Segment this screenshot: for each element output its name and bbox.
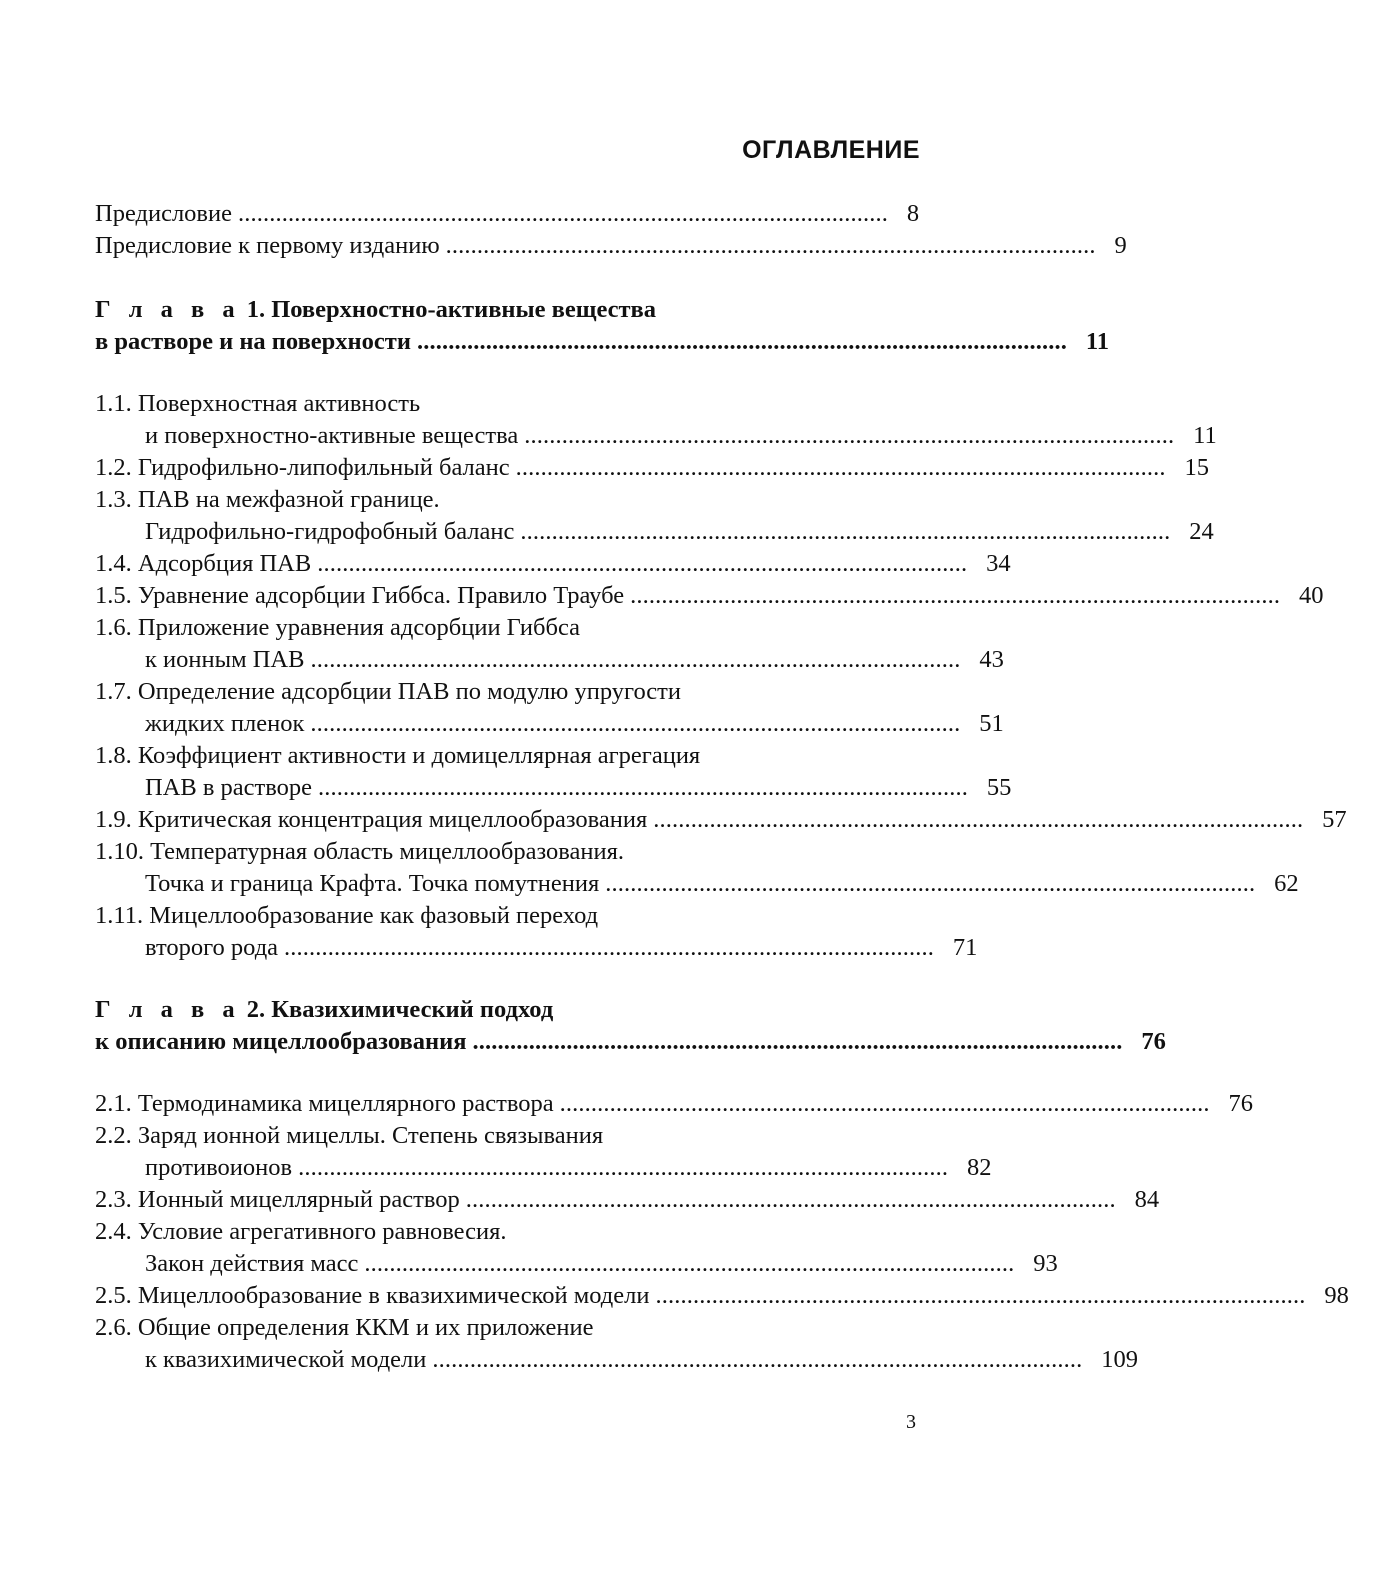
- section-title-cont: Точка и граница Крафта. Точка помутнения: [145, 870, 600, 897]
- section-entry: [95, 1088, 1254, 1120]
- page-ref: 8: [906, 200, 920, 227]
- page-title: ОГЛАВЛЕНИЕ: [742, 136, 920, 164]
- front-matter-list: [95, 198, 1127, 262]
- section-number: 1.7.: [95, 678, 132, 705]
- section-title-cont: жидких пленок: [145, 710, 305, 737]
- section-entry: [95, 484, 1214, 548]
- section-title: Приложение уравнения адсорбции Гиббса: [137, 614, 580, 641]
- dot-leader: [364, 1248, 1011, 1280]
- section-title: Критическая концентрация мицеллообразования: [137, 806, 648, 833]
- section-title: Коэффициент активности и домицеллярная агрегация: [137, 742, 701, 769]
- section-entry: [95, 1280, 1349, 1312]
- section-title: Уравнение адсорбции Гиббса. Правило Траубе: [137, 582, 625, 609]
- section-row: [95, 868, 1299, 900]
- section-title-cont: Гидрофильно-гидрофобный баланс: [145, 518, 515, 545]
- section-number: 1.11.: [95, 902, 144, 929]
- section-entry: [95, 1312, 1138, 1376]
- section-line1: [95, 1120, 895, 1152]
- section-row: [95, 708, 1004, 740]
- section-number: 2.5.: [95, 1282, 132, 1309]
- section-number: 1.9.: [95, 806, 132, 833]
- section-line1: [95, 612, 895, 644]
- section-entry: [95, 452, 1209, 484]
- entry-title: Предисловие к первому изданию: [95, 232, 440, 259]
- dot-leader: [317, 548, 964, 580]
- section-number: 1.3.: [95, 486, 132, 513]
- page-ref: 55: [986, 774, 1012, 801]
- section-entry: [95, 1216, 1058, 1280]
- section-title-cont: к квазихимической модели: [145, 1346, 427, 1373]
- section-line1: [95, 900, 895, 932]
- dot-leader: [238, 198, 885, 230]
- section-title-wrap: [95, 804, 653, 836]
- chapter-label: Г л а в а: [95, 296, 241, 323]
- section-number: 1.6.: [95, 614, 132, 641]
- section-entry: [95, 836, 1299, 900]
- section-row: [95, 548, 1011, 580]
- section-title-cont: противоионов: [145, 1154, 293, 1181]
- toc-entry: [95, 230, 1127, 262]
- dot-leader: [417, 326, 1064, 358]
- section-row: [95, 932, 978, 964]
- section-number: 1.5.: [95, 582, 132, 609]
- section-line1: [95, 484, 895, 516]
- page-ref: 34: [986, 550, 1011, 577]
- chapter-title-line2: к описанию мицеллообразования: [95, 1028, 467, 1055]
- chapter-heading-row: [95, 326, 1109, 358]
- dot-leader: [466, 1184, 1113, 1216]
- section-entry: [95, 676, 1004, 740]
- section-title: Заряд ионной мицеллы. Степень связывания: [137, 1122, 604, 1149]
- section-number: 2.1.: [95, 1090, 132, 1117]
- dot-leader: [298, 1152, 945, 1184]
- section-title-cont: второго рода: [145, 934, 279, 961]
- section-row: [95, 420, 1217, 452]
- section-row: [95, 1280, 1349, 1312]
- section-row: [95, 1344, 1138, 1376]
- chapter-title-line1: Поверхностно-активные вещества: [271, 296, 657, 323]
- section-entry: [95, 1120, 992, 1184]
- section-number: 2.6.: [95, 1314, 132, 1341]
- chapter-heading: [95, 994, 895, 1026]
- dot-leader: [655, 1280, 1302, 1312]
- page-ref: 9: [1114, 232, 1127, 259]
- page-ref: 43: [979, 646, 1004, 673]
- dot-leader: [630, 580, 1277, 612]
- section-entry: [95, 612, 1004, 676]
- section-title: Условие агрегативного равновесия.: [137, 1218, 507, 1245]
- dot-leader: [284, 932, 931, 964]
- page-ref: 24: [1189, 518, 1214, 545]
- section-entry: [95, 804, 1347, 836]
- section-title-cont: и поверхностно-активные вещества: [145, 422, 519, 449]
- toc-entry: [95, 198, 920, 230]
- page-ref: 76: [1141, 1028, 1166, 1055]
- page-ref: 98: [1324, 1282, 1349, 1309]
- page-ref: 11: [1193, 422, 1217, 449]
- page-ref: 71: [952, 934, 978, 961]
- page-ref: 76: [1228, 1090, 1254, 1117]
- section-title: Поверхностная активность: [137, 390, 421, 417]
- section-entry: [95, 548, 1011, 580]
- page-ref: 62: [1274, 870, 1299, 897]
- dot-leader: [516, 452, 1163, 484]
- page-ref: 57: [1322, 806, 1347, 833]
- section-number: 1.2.: [95, 454, 132, 481]
- section-row: [95, 804, 1347, 836]
- chapter-heading-row: [95, 1026, 1166, 1058]
- section-title-cont: ПАВ в растворе: [145, 774, 313, 801]
- section-line1: [95, 676, 895, 708]
- section-number: 2.2.: [95, 1122, 132, 1149]
- section-title: Температурная область мицеллообразования.: [150, 838, 625, 865]
- section-line1: [95, 836, 895, 868]
- section-line1: [95, 740, 895, 772]
- section-row: [95, 1184, 1160, 1216]
- section-entry: [95, 900, 978, 964]
- section-title-wrap: [95, 548, 317, 580]
- entry-title: Предисловие: [95, 200, 232, 227]
- section-title-wrap: [95, 1184, 466, 1216]
- section-title: ПАВ на межфазной границе.: [137, 486, 440, 513]
- chapter-block: [95, 994, 1349, 1376]
- section-title: Гидрофильно-липофильный баланс: [137, 454, 510, 481]
- section-title-wrap: [95, 1088, 560, 1120]
- section-title: Мицеллообразование как фазовый переход: [149, 902, 599, 929]
- section-entry: [95, 740, 1012, 804]
- section-title: Мицеллообразование в квазихимической модели: [137, 1282, 650, 1309]
- section-line1: [95, 1312, 895, 1344]
- section-row: [95, 644, 1004, 676]
- section-number: 2.3.: [95, 1186, 132, 1213]
- section-number: 1.1.: [95, 390, 132, 417]
- page-ref: 40: [1299, 582, 1324, 609]
- section-entry: [95, 580, 1324, 612]
- section-row: [95, 1088, 1254, 1120]
- page-number: 3: [906, 1411, 916, 1433]
- dot-leader: [605, 868, 1252, 900]
- section-title-wrap: [95, 1280, 655, 1312]
- section-entry: [95, 1184, 1160, 1216]
- section-title-wrap: [95, 580, 630, 612]
- page-ref: 109: [1101, 1346, 1138, 1373]
- section-title: Адсорбция ПАВ: [137, 550, 312, 577]
- dot-leader: [432, 1344, 1079, 1376]
- section-line1: [95, 1216, 895, 1248]
- section-line1: [95, 388, 895, 420]
- chapter-block: [95, 294, 1347, 994]
- section-row: [95, 1152, 992, 1184]
- dot-leader: [560, 1088, 1207, 1120]
- chapters-list: [95, 294, 1349, 1376]
- section-number: 2.4.: [95, 1218, 132, 1245]
- section-title-cont: Закон действия масс: [145, 1250, 359, 1277]
- section-title: Ионный мицеллярный раствор: [137, 1186, 460, 1213]
- section-number: 1.10.: [95, 838, 144, 865]
- page-ref: 15: [1184, 454, 1209, 481]
- section-title: Термодинамика мицеллярного раствора: [137, 1090, 554, 1117]
- page-ref: 82: [966, 1154, 992, 1181]
- chapter-title-line2: в растворе и на поверхности: [95, 328, 411, 355]
- dot-leader: [310, 708, 957, 740]
- page-ref: 11: [1085, 328, 1109, 355]
- section-number: 1.4.: [95, 550, 132, 577]
- dot-leader: [310, 644, 957, 676]
- page-ref: 51: [979, 710, 1004, 737]
- section-title: Определение адсорбции ПАВ по модулю упругости: [137, 678, 681, 705]
- page-ref: 93: [1033, 1250, 1058, 1277]
- chapter-title-line1: Квазихимический подход: [271, 996, 554, 1023]
- dot-leader: [524, 420, 1171, 452]
- section-title-wrap: [95, 452, 516, 484]
- section-entry: [95, 388, 1217, 452]
- chapter-heading: [95, 294, 895, 326]
- section-row: [95, 1248, 1058, 1280]
- section-row: [95, 580, 1324, 612]
- page-ref: 84: [1134, 1186, 1160, 1213]
- section-number: 1.8.: [95, 742, 132, 769]
- section-title: Общие определения ККМ и их приложение: [137, 1314, 594, 1341]
- chapter-number: 1.: [246, 296, 266, 323]
- dot-leader: [318, 772, 965, 804]
- chapter-number: 2.: [246, 996, 266, 1023]
- dot-leader: [472, 1026, 1119, 1058]
- table-of-contents: [95, 198, 1349, 1376]
- chapter-label: Г л а в а: [95, 996, 241, 1023]
- dot-leader: [446, 230, 1093, 262]
- section-row: [95, 516, 1214, 548]
- dot-leader: [520, 516, 1167, 548]
- section-row: [95, 452, 1209, 484]
- dot-leader: [653, 804, 1300, 836]
- section-row: [95, 772, 1012, 804]
- section-title-cont: к ионным ПАВ: [145, 646, 305, 673]
